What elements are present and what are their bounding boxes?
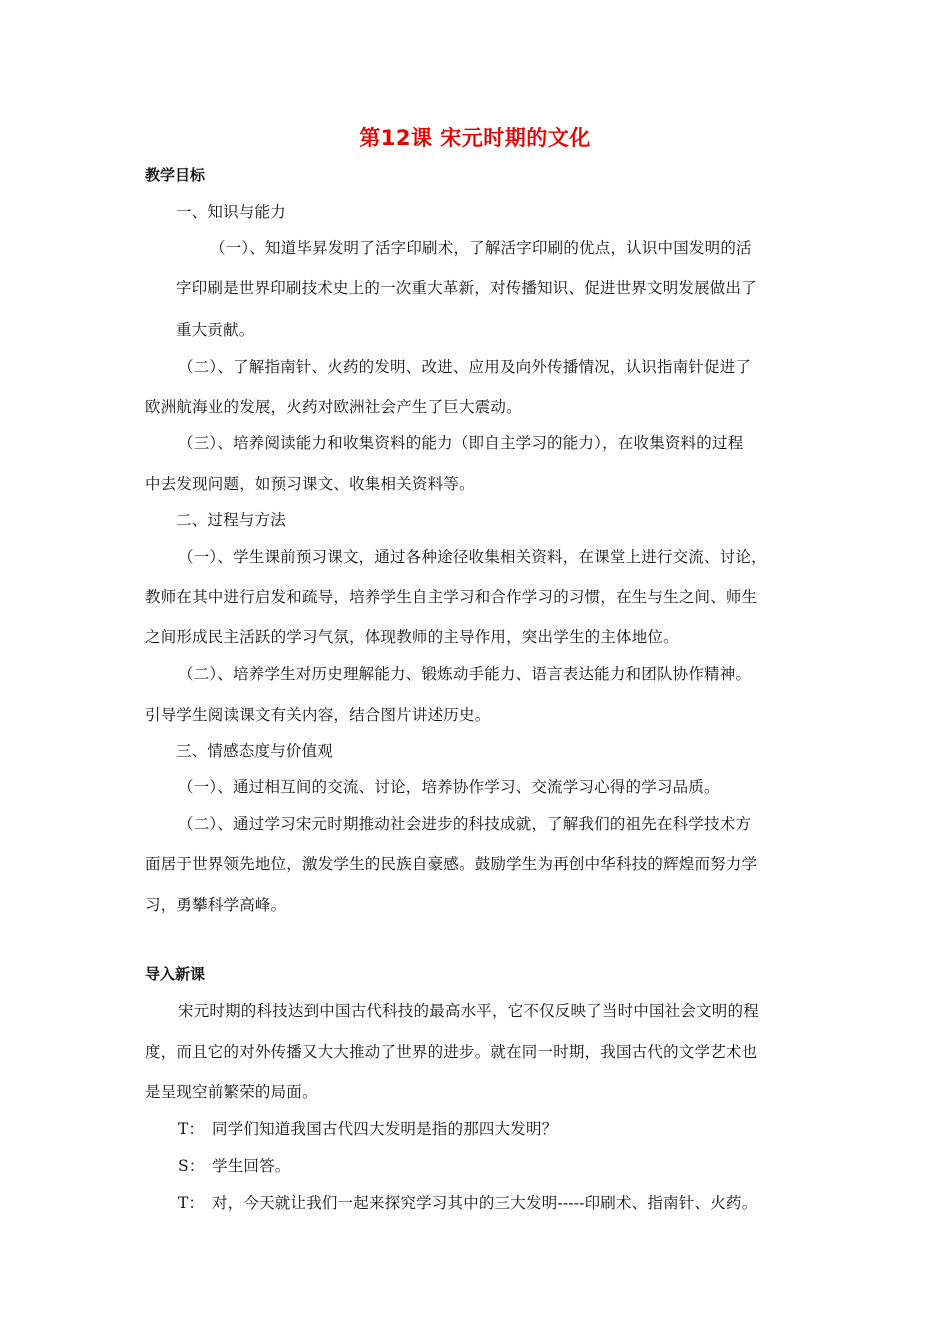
knowledge-p2-line: 欧洲航海业的发展，火药对欧洲社会产生了巨大震动。 <box>145 398 522 416</box>
dialogue-text: 同学们知道我国古代四大发明是指的那四大发明？ <box>212 1120 558 1138</box>
values-p1-line: （一）、通过相互间的交流、讨论，培养协作学习、交流学习心得的学习品质。 <box>178 778 720 796</box>
values-heading: 三、情感态度与价值观 <box>176 742 334 760</box>
dialogue-speaker: S： <box>178 1157 205 1175</box>
dialogue-speaker: T： <box>178 1194 205 1212</box>
knowledge-p3-line: （三）、培养阅读能力和收集资料的能力（即自主学习的能力），在收集资料的过程 <box>178 434 744 452</box>
intro-line: 是呈现空前繁荣的局面。 <box>145 1083 318 1101</box>
knowledge-p3-line: 中去发现问题，如预习课文、收集相关资料等。 <box>145 475 475 493</box>
process-p1-line: 教师在其中进行启发和疏导，培养学生自主学习和合作学习的习惯，在生与生之间、师生 <box>145 588 758 606</box>
knowledge-p1-line: 重大贡献。 <box>176 321 255 339</box>
values-p2-line: 面居于世界领先地位，激发学生的民族自豪感。鼓励学生为再创中华科技的辉煌而努力学 <box>145 855 758 873</box>
process-p1-line: （一）、学生课前预习课文，通过各种途径收集相关资料，在课堂上进行交流、讨论， <box>178 548 767 566</box>
intro-heading: 导入新课 <box>145 965 206 983</box>
knowledge-heading: 一、知识与能力 <box>176 203 286 221</box>
values-p2-line: （二）、通过学习宋元时期推动社会进步的科技成就，了解我们的祖先在科学技术方 <box>178 815 752 833</box>
intro-line: 宋元时期的科技达到中国古代科技的最高水平，它不仅反映了当时中国社会文明的程 <box>178 1002 759 1020</box>
process-p2-line: （二）、培养学生对历史理解能力、锻炼动手能力、语言表达能力和团队协作精神。 <box>178 665 752 683</box>
dialogue-text: 对，今天就让我们一起来探究学习其中的三大发明-----印刷术、指南针、火药。 <box>212 1194 758 1212</box>
knowledge-p1-line: （一）、知道毕昇发明了活字印刷术，了解活字印刷的优点，认识中国发明的活 <box>210 239 752 257</box>
values-p2-line: 习，勇攀科学高峰。 <box>145 896 287 914</box>
process-heading: 二、过程与方法 <box>176 511 286 529</box>
process-p2-line: 引导学生阅读课文有关内容，结合图片讲述历史。 <box>145 706 491 724</box>
process-p1-line: 之间形成民主活跃的学习气氛，体现教师的主导作用，突出学生的主体地位。 <box>145 628 679 646</box>
dialogue-speaker: T： <box>178 1120 205 1138</box>
knowledge-p2-line: （二）、了解指南针、火药的发明、改进、应用及向外传播情况，认识指南针促进了 <box>178 358 752 376</box>
intro-line: 度，而且它的对外传播又大大推动了世界的进步。就在同一时期，我国古代的文学艺术也 <box>145 1043 758 1061</box>
lesson-title: 第12课 宋元时期的文化 <box>359 126 591 150</box>
dialogue-text: 学生回答。 <box>212 1157 291 1175</box>
knowledge-p1-line: 字印刷是世界印刷技术史上的一次重大革新，对传播知识、促进世界文明发展做出了 <box>176 279 757 297</box>
objectives-heading: 教学目标 <box>145 166 206 184</box>
